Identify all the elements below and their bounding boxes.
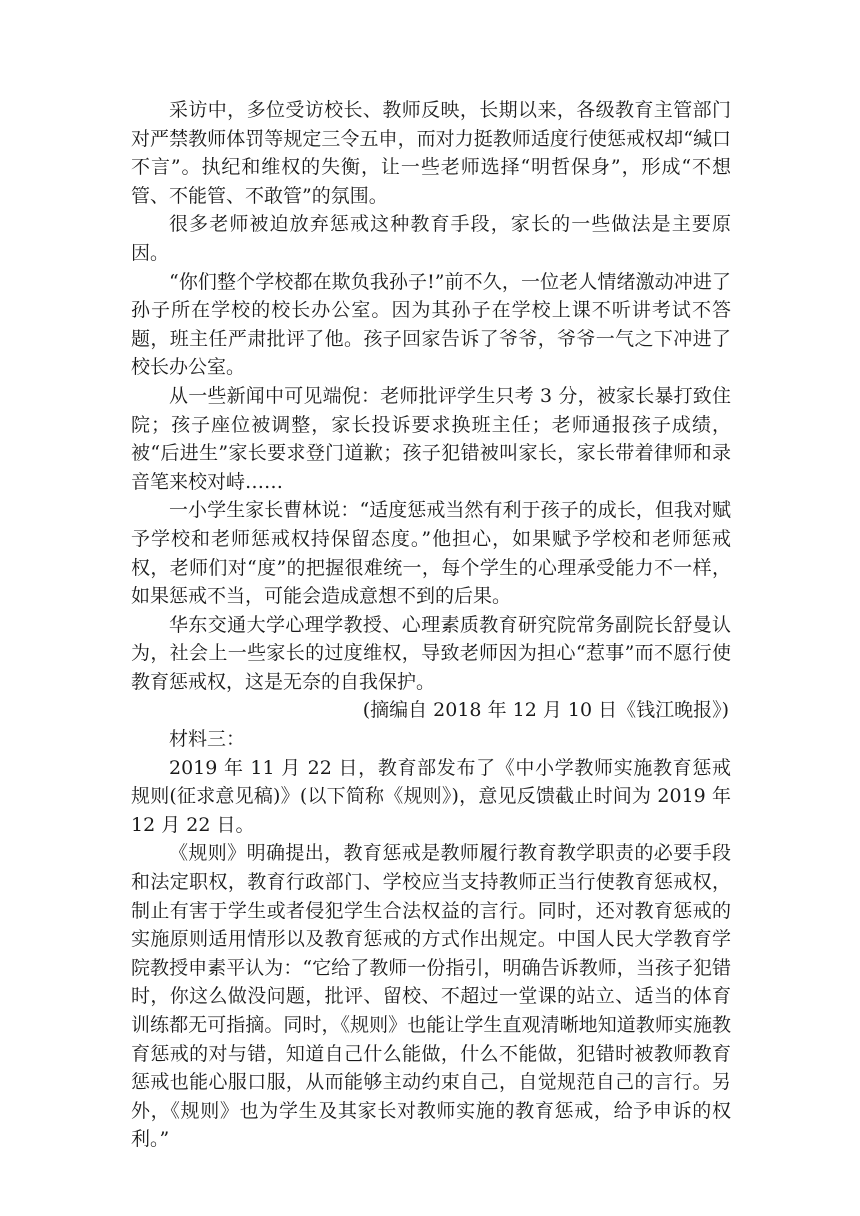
paragraph-rules-explained: 《规则》明确提出，教育惩戒是教师履行教育教学职责的必要手段和法定职权，教育行政部门、学校应当支持教师正当行使教育惩戒权，制止有害于学生或者侵犯学生合法权益的言行。同时，还对教育惩戒的实施原则适用情形以及教育惩戒的方式作出规定。中国人民大学教育学院教授申素平认为：“它给了教师一份指引，明确告诉教师，当孩子犯错时，你这么做没问题，批评、留校、不超过一堂课的站立、适当的体育训练都无可指摘。同时，《规则》也能让学生直观清晰地知道教师实施教育惩戒的对与错，知道自己什么能做，什么不能做，犯错时被教师教育惩戒也能心服口服，从而能够主动约束自己，自觉规范自己的言行。另外，《规则》也为学生及其家长对教师实施的教育惩戒，给予申诉的权利。” — [131, 842, 731, 1151]
material-three-heading: 材料三： — [169, 728, 246, 751]
paragraph-professor-shu-man: 华东交通大学心理学教授、心理素质教育研究院常务副院长舒曼认为，社会上一些家长的过度维权，导致老师因为担心“惹事”而不愿行使教育惩戒权，这是无奈的自我保护。 — [131, 613, 731, 693]
source-note: (摘编自 2018 年 12 月 10 日《钱江晚报》) — [362, 699, 729, 722]
document-page — [131, 96, 731, 1154]
paragraph-parents-cause: 很多老师被迫放弃惩戒这种教育手段，家长的一些做法是主要原因。 — [131, 213, 731, 264]
paragraph-ministry-release: 2019 年 11 月 22 日，教育部发布了《中小学教师实施教育惩戒规则(征求意见稿)》(以下简称《规则》)，意见反馈截止时间为 2019 年 12 月 22 日。 — [131, 756, 731, 836]
paragraph-news-examples: 从一些新闻中可见端倪：老师批评学生只考 3 分，被家长暴打致住院；孩子座位被调整，家长投诉要求换班主任；老师通报孩子成绩，被“后进生”家长要求登门道歉；孩子犯错被叫家长，家长带着律师和录音笔来校对峙…… — [131, 384, 731, 493]
paragraph-principals-feedback: 采访中，多位受访校长、教师反映，长期以来，各级教育主管部门对严禁教师体罚等规定三令五申，而对力挺教师适度行使惩戒权却“缄口不言”。执纪和维权的失衡，让一些老师选择“明哲保身”，形成“不想管、不能管、不敢管”的氛围。 — [131, 99, 731, 207]
paragraph-parent-cao-lin: 一小学生家长曹林说：“适度惩戒当然有利于孩子的成长，但我对赋予学校和老师惩戒权持保留态度。”他担心，如果赋予学校和老师惩戒权，老师们对“度”的把握很难统一，每个学生的心理承受能力不一样，如果惩戒不当，可能会造成意想不到的后果。 — [131, 499, 731, 608]
paragraph-grandfather-incident: “你们整个学校都在欺负我孙子!”前不久，一位老人情绪激动冲进了孙子所在学校的校长办公室。因为其孙子在学校上课不听讲考试不答题，班主任严肃批评了他。孩子回家告诉了爷爷，爷爷一气之下冲进了校长办公室。 — [131, 270, 731, 379]
